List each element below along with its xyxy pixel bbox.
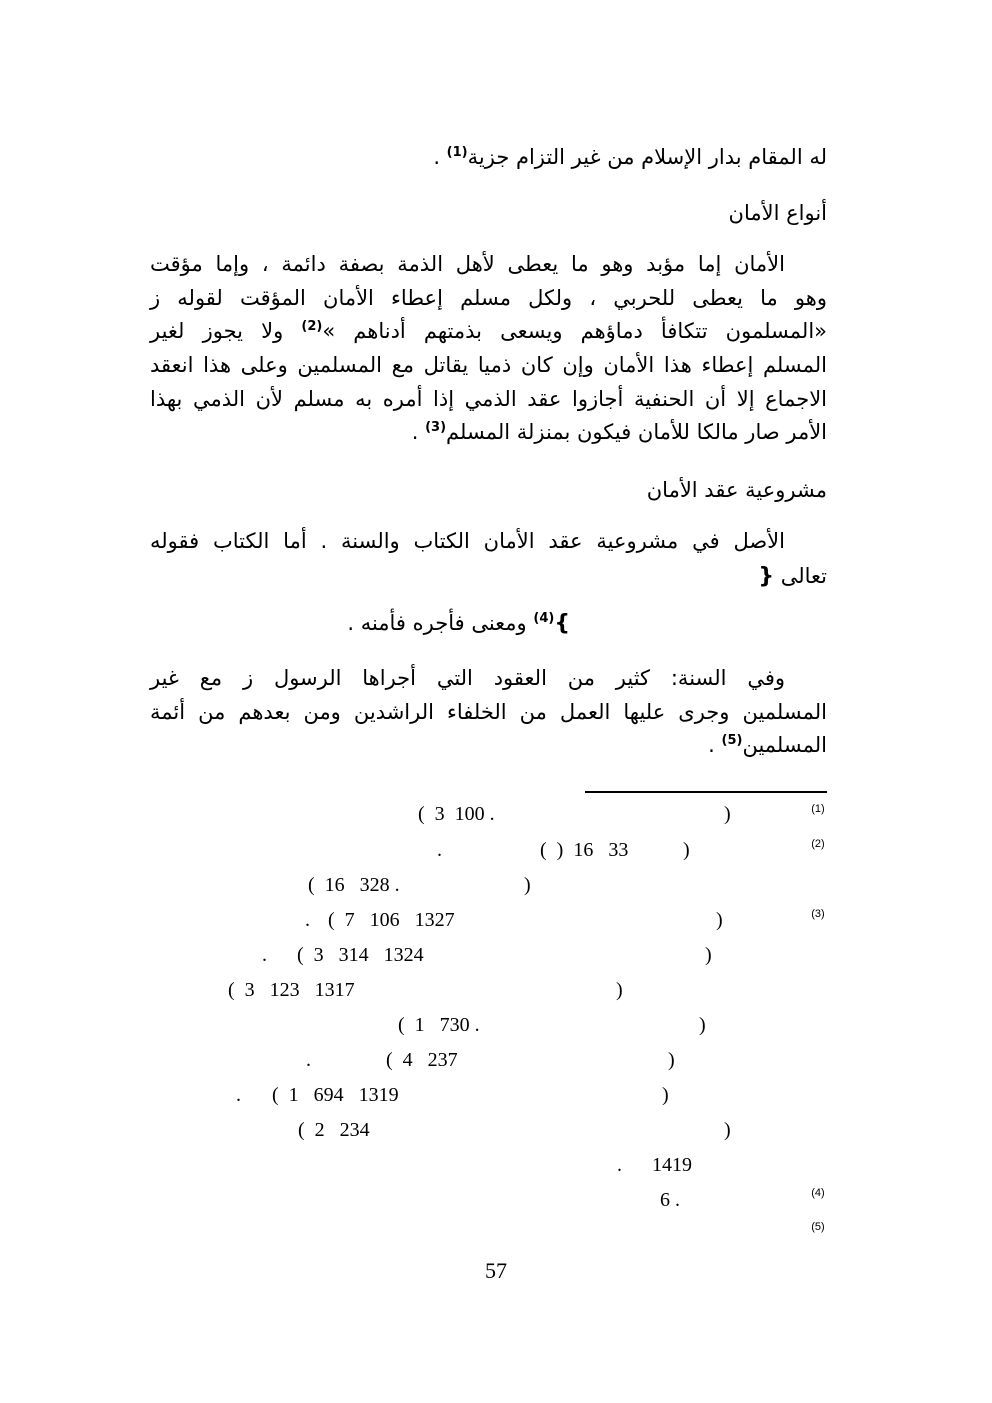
fn4-citation: 6 . <box>660 1189 680 1211</box>
footnote-ref-1[interactable]: (1) <box>446 145 468 160</box>
footnote-ref-5[interactable]: (5) <box>721 733 743 748</box>
footnote-ref-4[interactable]: (4) <box>533 611 555 626</box>
fn1-close-paren: ) <box>724 803 731 825</box>
fn2-dot: . <box>437 839 442 861</box>
body-line-11: تعالى { <box>758 564 827 589</box>
fn3b-dot: . <box>262 944 267 966</box>
body-line-4: وهو ما يعطى للحربي ، ولكل مسلم إعطاء الأمان المؤقت لقوله ز <box>150 286 827 310</box>
fn3d-citation: ( 1 730 . <box>398 1014 480 1036</box>
fn1-citation: ( 3 100 . <box>418 803 495 825</box>
fn3g-citation: ( 2 234 <box>298 1119 370 1141</box>
heading-types-of-aman: أنواع الأمان <box>728 201 827 225</box>
fn3-close-paren: ) <box>716 909 723 931</box>
footnote-ref-2[interactable]: (2) <box>301 319 323 334</box>
body-line-1: له المقام بدار الإسلام من غير التزام جزية$^{(1)}$ . <box>433 145 827 169</box>
fn3b-citation: ( 3 314 1324 <box>297 944 424 966</box>
footnote-marker-2: (2) <box>811 838 825 850</box>
body-line-10: الأصل في مشروعية عقد الأمان الكتاب والسنة . أما الكتاب فقوله <box>150 529 785 553</box>
fn3-citation: ( 7 106 1327 <box>328 909 455 931</box>
fn2-citation: ( ) 16 33 <box>540 839 629 861</box>
footnote-marker-5: (5) <box>811 1221 825 1233</box>
fn3e-citation: ( 4 237 <box>386 1049 458 1071</box>
body-line-8: الأمر صار مالكا للأمان فيكون بمنزلة المسلم$^{(3)}$ . <box>411 420 827 444</box>
fn2b-close-paren: ) <box>524 874 531 896</box>
fn3e-dot: . <box>306 1049 311 1071</box>
fn2b-citation: ( 16 328 . <box>308 874 400 896</box>
body-line-3: الأمان إما مؤبد وهو ما يعطى لأهل الذمة بصفة دائمة ، وإما مؤقت <box>150 252 785 276</box>
fn3c-close-paren: ) <box>616 979 623 1001</box>
fn3c-citation: ( 3 123 1317 <box>228 979 355 1001</box>
body-line-14: المسلمين وجرى عليها العمل من الخلفاء الراشدين ومن بعدهم من أئمة <box>150 700 827 724</box>
page-number: 57 <box>485 1258 507 1283</box>
body-line-7: الاجماع إلا أن الحنفية أجازوا عقد الذمي إذا أمره به مسلم لأن الذمي بهذا <box>150 387 827 411</box>
fn3e-close-paren: ) <box>668 1049 675 1071</box>
fn3h-year: 1419 <box>652 1154 692 1176</box>
fn3h-dot: . <box>617 1154 622 1176</box>
heading-legitimacy: مشروعية عقد الأمان <box>646 478 827 502</box>
fn3f-close-paren: ) <box>662 1084 669 1106</box>
fn3g-close-paren: ) <box>724 1119 731 1141</box>
quran-citation-line: }$^{(4)}$ ومعنى فأجره فأمنه . <box>347 611 570 636</box>
fn3b-close-paren: ) <box>705 944 712 966</box>
footnote-marker-1: (1) <box>811 803 825 815</box>
body-line-15: المسلمين$^{(5)}$ . <box>708 733 827 757</box>
quran-close-brace: } <box>554 611 570 636</box>
body-line-6: المسلم إعطاء هذا الأمان وإن كان ذميا يقاتل مع المسلمين وعلى هذا انعقد <box>150 353 827 377</box>
footnote-marker-3: (3) <box>811 908 825 920</box>
fn3d-close-paren: ) <box>699 1014 706 1036</box>
body-line-13: وفي السنة: كثير من العقود التي أجراها الرسول ز مع غير <box>150 666 785 690</box>
footnote-separator <box>585 791 827 793</box>
fn3-dot: . <box>305 909 310 931</box>
fn3f-citation: ( 1 694 1319 <box>272 1084 399 1106</box>
footnote-ref-3[interactable]: (3) <box>425 420 447 435</box>
quran-open-brace: { <box>758 564 775 589</box>
body-line-5: «المسلمون تتكافأ دماؤهم ويسعى بذمتهم أدناهم »$^{(2)}$ ولا يجوز لغير <box>150 319 827 343</box>
fn2-close-paren: ) <box>683 839 690 861</box>
footnote-marker-4: (4) <box>811 1187 825 1199</box>
fn3f-dot: . <box>236 1084 241 1106</box>
